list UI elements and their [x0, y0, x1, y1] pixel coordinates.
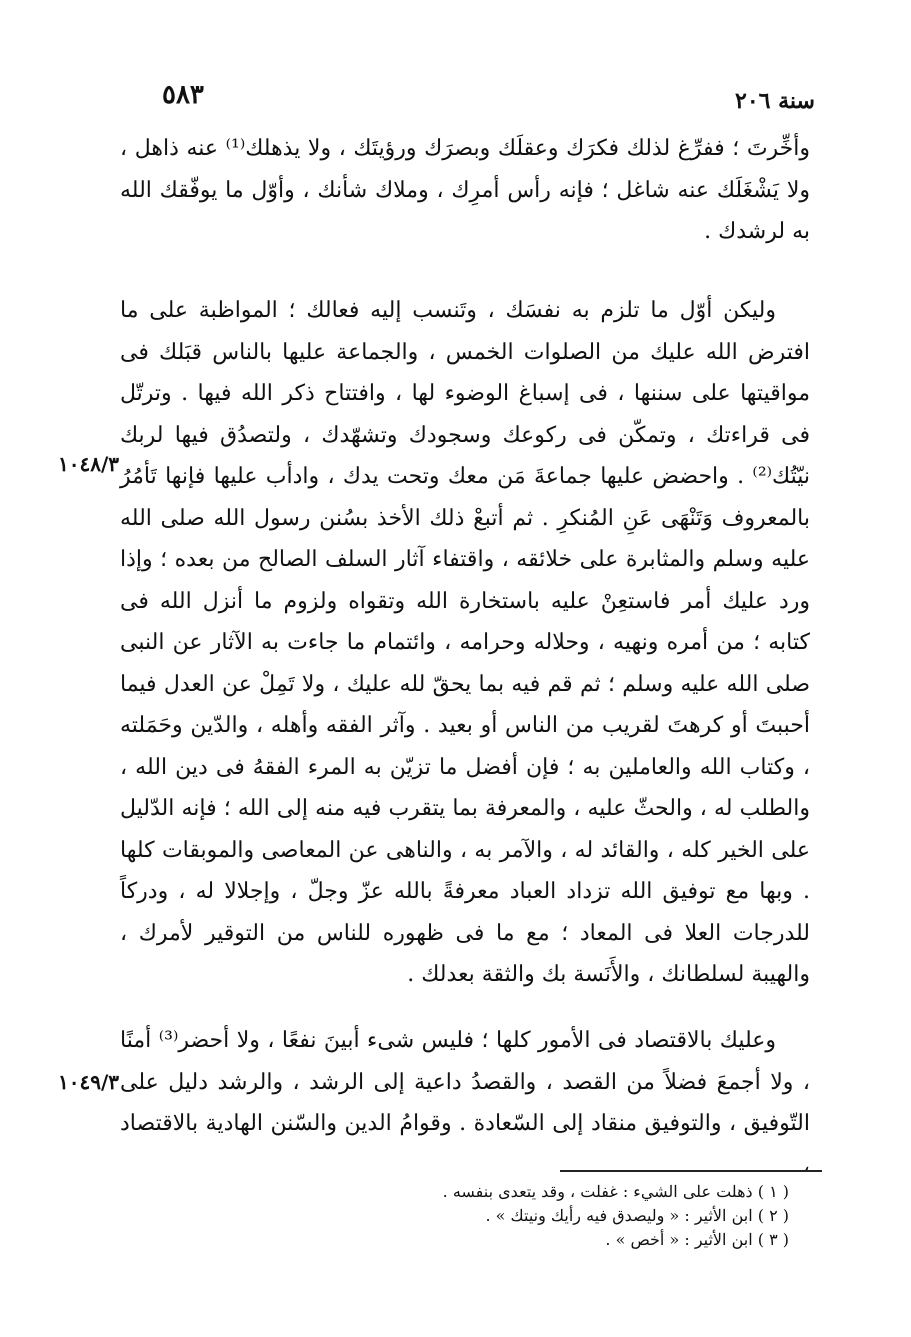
paragraph-1-text: وأخِّرتَ ؛ ففرِّغ لذلك فكرَك وعقلَك وبصرَك ورؤيتَك ، ولا يذهلك⁽¹⁾ عنه ذاهل ، ولا يَشْغَلَك عنه شاغل ؛ فإنه رأس أمرِك ، وملاك شأنك ، وأوّل ما يوفّقك الله به لرشدك . — [120, 136, 811, 244]
margin-reference-2: ١٠٤٩/٣ — [58, 1070, 120, 1094]
footnote-1: ( ١ ) ذهلت على الشيء : غفلت ، وقد يتعدى بنفسه . — [442, 1182, 789, 1201]
paragraph-3 — [120, 1020, 810, 1186]
paragraph-2 — [120, 290, 810, 996]
running-header-year: سنة ٢٠٦ — [735, 88, 815, 114]
paragraph-1 — [120, 128, 810, 253]
footnotes — [269, 1180, 789, 1252]
margin-reference-1: ١٠٤٨/٣ — [58, 452, 120, 476]
paragraph-2-text: وليكن أوّل ما تلزم به نفسَك ، وتَنسب إليه فعالك ؛ المواظبة على ما افترض الله عليك من الصلوات الخمس ، والجماعة عليها بالناس قبَلك فى مواقيتها على سننها ، فى إسباغ الوضوء لها ، وافتتاح ذكر الله فيها . وترتّل فى قراءتك ، وتمكّن فى ركوعك وسجودك وتشهّدك ، ولتصدُق فيها لربك نيّتُك⁽²⁾ . واحضض عليها جماعةَ مَن معك وتحت يدك ، وادأب عليها فإنها تَأمُرُ بالمعروف وَتَنْهَى عَنِ المُنكرِ . ثم أتبعْ ذلك الأخذ بسُنن رسول الله صلى الله عليه وسلم والمثابرة على خلائقه ، واقتفاء آثار السلف الصالح من بعده ؛ وإذا ورد عليك أمر فاستعِنْ عليه باستخارة الله وتقواه ولزوم ما أنزل الله فى كتابه ؛ من أمره ونهيه ، وحلاله وحرامه ، وائتمام ما جاءت به الآثار عن النبى صلى الله عليه وسلم ؛ ثم قم فيه بما يحقّ لله عليك ، ولا تَمِلْ عن العدل فيما أحببتَ أو كرهتَ لقريب من الناس أو بعيد . وآثر الفقه وأهله ، والدّين وحَمَلته ، وكتاب الله والعاملين به ؛ فإن أفضل ما تزيّن به المرء الفقهُ فى دين الله ، والطلب له ، والحثّ عليه ، والمعرفة بما يتقرب فيه منه إلى الله ؛ فإنه الدّليل على الخير كله ، والقائد له ، والآمر به ، والناهى عن المعاصى والموبقات كلها . وبها مع توفيق الله تزداد العباد معرفةً بالله عزّ وجلّ ، وإجلالا له ، ودركاً للدرجات العلا فى المعاد ؛ مع ما فى ظهوره للناس من التوقير لأمرك ، والهيبة لسلطانك ، والأَنَسة بك والثقة بعدلك . — [120, 298, 810, 987]
footnote-divider — [560, 1170, 822, 1172]
footnote-3: ( ٣ ) ابن الأثير : « أخص » . — [605, 1230, 789, 1249]
page-number: ٥٨٣ — [162, 80, 204, 110]
footnote-2: ( ٢ ) ابن الأثير : « وليصدق فيه رأيك ونيتك » . — [485, 1206, 789, 1225]
paragraph-3-text: وعليك بالاقتصاد فى الأمور كلها ؛ فليس شىء أبينَ نفعًا ، ولا أحضر⁽³⁾ أمنًا ، ولا أجمعَ فضلاً من القصد ، والقصدُ داعية إلى الرشد ، والرشد دليل على التّوفيق ، والتوفيق منقاد إلى السّعادة . وقوامُ الدين والسّنن الهادية بالاقتصاد ، — [120, 1028, 810, 1178]
